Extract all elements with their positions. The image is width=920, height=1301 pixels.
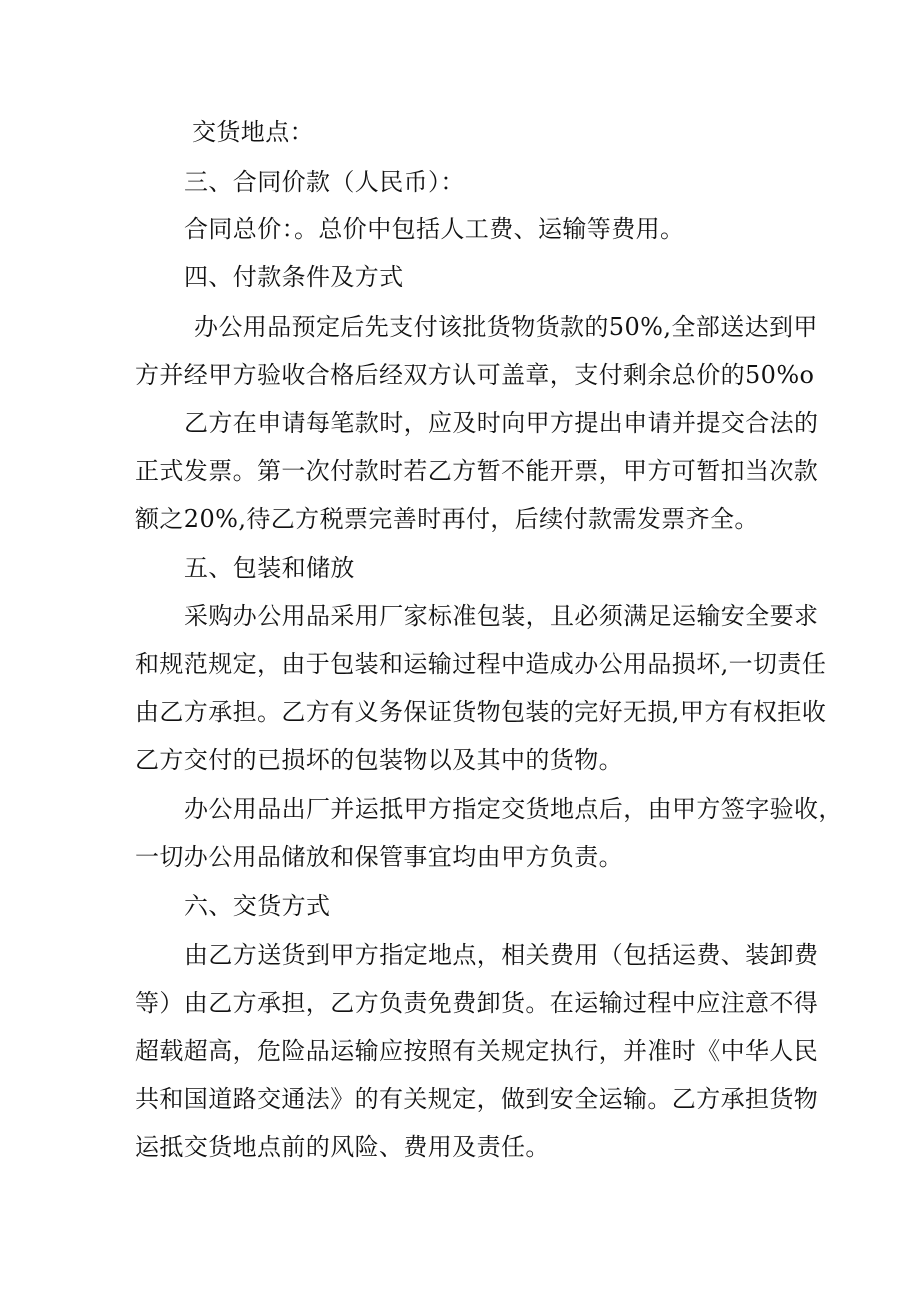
contract-total-line: 合同总价：。总价中包括人工费、运输等费用。 — [184, 215, 685, 243]
payment-paragraph-1-line-1: 办公用品预定后先支付该批货物货款的50%,全部送达到甲 — [194, 313, 818, 341]
payment-paragraph-1-line-2: 方并经甲方验收合格后经双方认可盖章，支付剩余总价的50%o — [135, 361, 815, 389]
delivery-paragraph-line-3: 超载超高，危险品运输应按照有关规定执行，并准时《中华人民 — [135, 1037, 819, 1065]
payment-paragraph-2-line-3: 额之20%,待乙方税票完善时再付，后续付款需发票齐全。 — [135, 505, 759, 533]
payment-paragraph-2-line-2: 正式发票。第一次付款时若乙方暂不能开票，甲方可暂扣当次款 — [135, 457, 819, 485]
packaging-paragraph-1-line-3: 由乙方承担。乙方有义务保证货物包装的完好无损,甲方有权拒收 — [135, 698, 827, 726]
payment-paragraph-2-line-1: 乙方在申请每笔款时，应及时向甲方提出申请并提交合法的 — [184, 409, 819, 437]
storage-paragraph-line-1: 办公用品出厂并运抵甲方指定交货地点后，由甲方签字验收， — [184, 795, 843, 823]
delivery-paragraph-line-1: 由乙方送货到甲方指定地点，相关费用（包括运费、装卸费 — [184, 941, 819, 969]
section-6-heading: 六、交货方式 — [184, 892, 331, 920]
storage-paragraph-line-2: 一切办公用品储放和保管事宜均由甲方负责。 — [135, 843, 623, 871]
delivery-paragraph-line-5: 运抵交货地点前的风险、费用及责任。 — [135, 1133, 550, 1161]
section-3-heading: 三、合同价款（人民币）： — [184, 168, 465, 196]
delivery-paragraph-line-4: 共和国道路交通法》的有关规定，做到安全运输。乙方承担货物 — [135, 1085, 819, 1113]
section-5-heading: 五、包装和储放 — [184, 554, 355, 582]
packaging-paragraph-1-line-1: 采购办公用品采用厂家标准包装，且必须满足运输安全要求 — [184, 602, 819, 630]
delivery-location-line: 交货地点： — [192, 118, 314, 146]
section-4-heading: 四、付款条件及方式 — [184, 263, 404, 291]
packaging-paragraph-1-line-4: 乙方交付的已损坏的包装物以及其中的货物。 — [135, 746, 623, 774]
packaging-paragraph-1-line-2: 和规范规定，由于包装和运输过程中造成办公用品损坏,一切责任 — [135, 650, 827, 678]
delivery-paragraph-line-2: 等）由乙方承担，乙方负责免费卸货。在运输过程中应注意不得 — [135, 989, 819, 1017]
